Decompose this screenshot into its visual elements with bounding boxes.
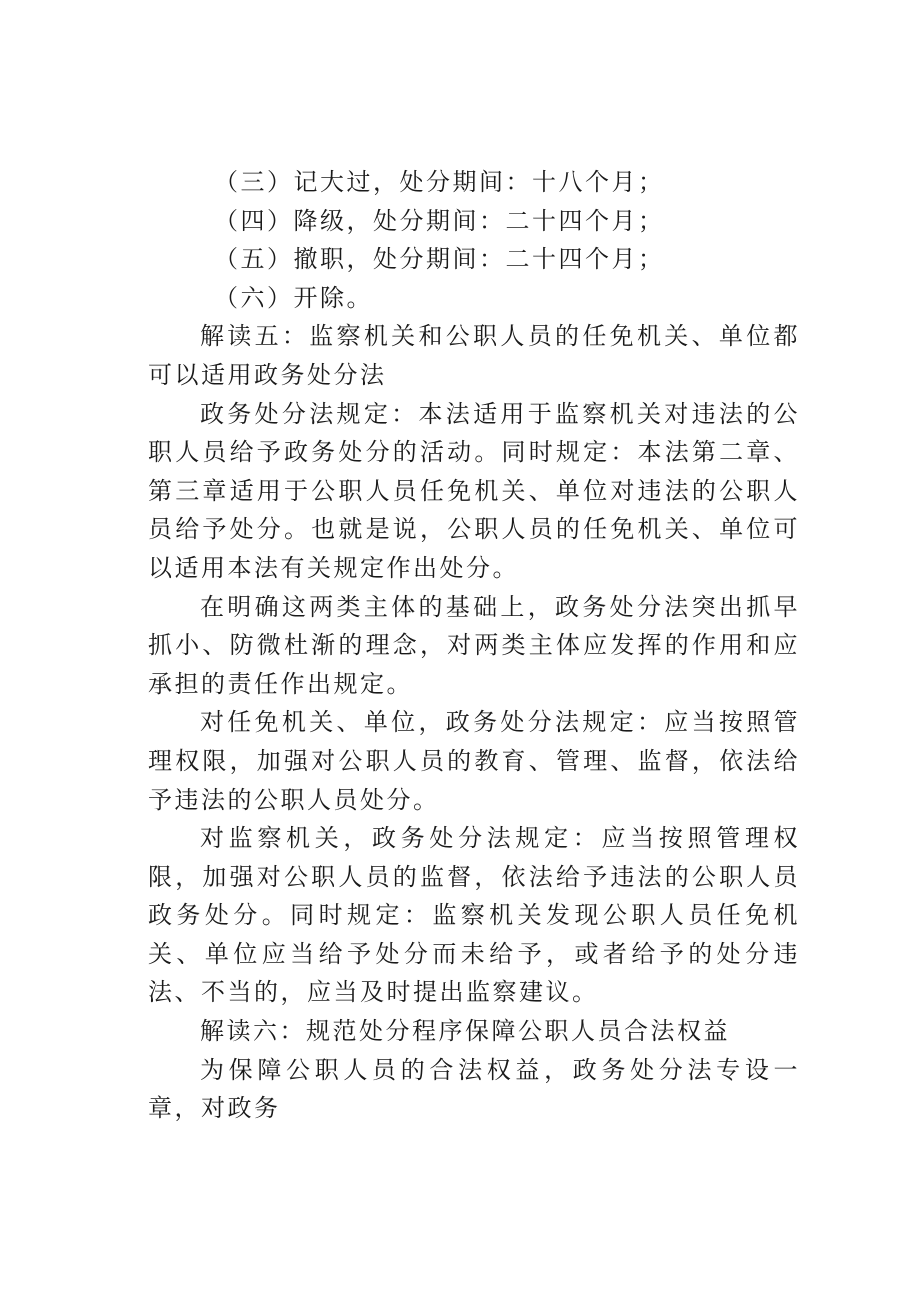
section-heading-interpretation-5: 解读五：监察机关和公职人员的任免机关、单位都可以适用政务处分法: [148, 322, 800, 389]
body-paragraph-two-subjects: 在明确这两类主体的基础上，政务处分法突出抓早抓小、防微杜渐的理念，对两类主体应发挥的作用和应承担的责任作出规定。: [148, 592, 800, 698]
list-item-expulsion: （六）开除。: [214, 283, 373, 312]
list-item-demotion: （四）降级，处分期间：二十四个月；: [214, 206, 665, 235]
list-item-demerit: （三）记大过，处分期间：十八个月；: [214, 168, 665, 196]
body-paragraph-scope: 政务处分法规定：本法适用于监察机关对违法的公职人员给予政务处分的活动。同时规定：本法第二章、第三章适用于公职人员任免机关、单位对违法的公职人员给予处分。也就是说，公职人员的任免机关、单位可以适用本法有关规定作出处分。: [148, 399, 800, 582]
body-paragraph-appointing-authorities: 对任免机关、单位，政务处分法规定：应当按照管理权限，加强对公职人员的教育、管理、监督，依法给予违法的公职人员处分。: [148, 708, 800, 814]
section-heading-interpretation-6: 解读六：规范处分程序保障公职人员合法权益: [200, 1017, 730, 1046]
list-item-dismissal-from-post: （五）撤职，处分期间：二十四个月；: [214, 245, 665, 274]
body-paragraph-supervisory-organs: 对监察机关，政务处分法规定：应当按照管理权限，加强对公职人员的监督，依法给予违法的公职人员政务处分。同时规定：监察机关发现公职人员任免机关、单位应当给予处分而未给予，或者给予的处分违法、不当的，应当及时提出监察建议。: [148, 824, 800, 1007]
body-paragraph-procedure: 为保障公职人员的合法权益，政务处分法专设一章，对政务: [148, 1055, 800, 1123]
document-body: [148, 163, 800, 1128]
